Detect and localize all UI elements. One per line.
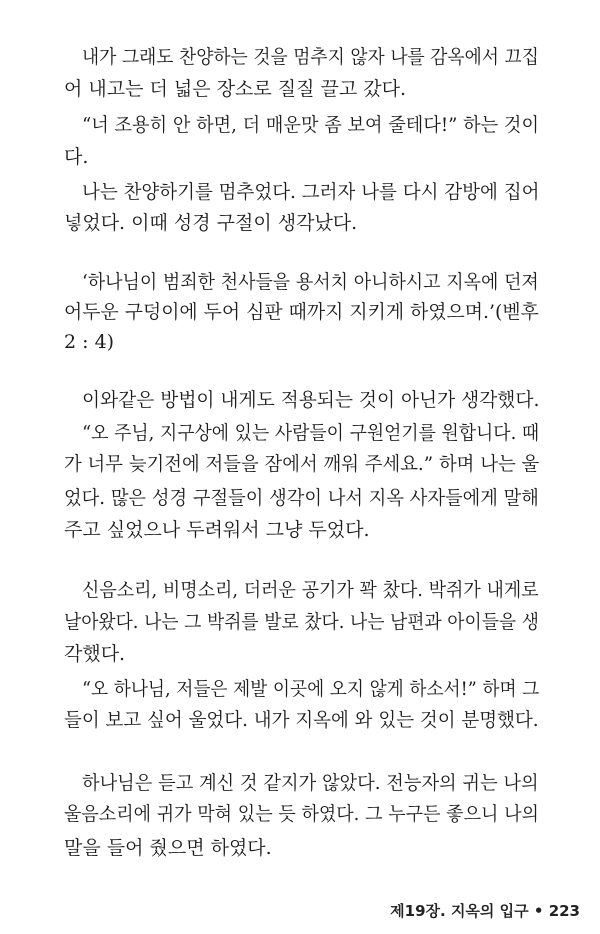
text-line: “오 주님, 지구상에 있는 사람들이 구원얻기를 원합니다. 때 — [82, 422, 540, 444]
page-number: 223 — [548, 902, 580, 920]
text-line: 주고 싶었으나 두려워서 그냥 두었다. — [64, 519, 370, 541]
text-line: 날아왔다. 나는 그 박쥐를 발로 찼다. 나는 남편과 아이들을 생 — [64, 611, 539, 633]
text-line: 나는 찬양하기를 멈추었다. 그러자 나를 다시 감방에 집어 — [82, 181, 540, 203]
text-line: 이와같은 방법이 내게도 적용되는 것이 아닌가 생각했다. — [82, 389, 540, 411]
text-line: 내가 그래도 찬양하는 것을 멈추지 않자 나를 감옥에서 끄집 — [82, 46, 539, 68]
text-line: 었다. 많은 성경 구절들이 생각이 나서 지옥 사자들에게 말해 — [64, 487, 539, 509]
text-line: “오 하나님, 저들은 제발 이곳에 오지 않게 하소서!” 하며 그 — [82, 678, 540, 700]
text-line: 각했다. — [64, 643, 126, 665]
text-line: 들이 보고 싶어 울었다. 내가 지옥에 와 있는 것이 분명했다. — [64, 709, 539, 731]
text-line: 2 : 4) — [64, 331, 115, 353]
text-line: 울음소리에 귀가 막혀 있는 듯 하였다. 그 누구든 좋으니 나의 — [64, 803, 539, 825]
text-line: 신음소리, 비명소리, 더러운 공기가 꽉 찼다. 박쥐가 내게로 — [82, 579, 539, 601]
text-line: 가 너무 늦기전에 저들을 잠에서 깨워 주세요.” 하며 나는 울 — [64, 453, 540, 475]
text-line: ‘하나님이 범죄한 천사들을 용서치 아니하시고 지옥에 던져 — [82, 271, 539, 293]
chapter-title: 제19장. 지옥의 입구 — [390, 902, 529, 920]
text-line: 다. — [64, 146, 89, 168]
text-line: “너 조용히 안 하면, 더 매운맛 좀 보여 줄테다!” 하는 것이 — [82, 114, 539, 136]
text-line: 어 내고는 더 넓은 장소로 질질 끌고 갔다. — [64, 78, 406, 100]
footer-separator: • — [533, 902, 544, 920]
text-line: 넣었다. 이때 성경 구절이 생각났다. — [64, 212, 358, 234]
text-line: 어두운 구덩이에 두어 심판 때까지 지키게 하였으며.’(벧후 — [64, 301, 539, 323]
text-line: 말을 들어 줬으면 하였다. — [64, 837, 272, 859]
page-footer — [390, 900, 580, 921]
text-line: 하나님은 듣고 계신 것 같지가 않았다. 전능자의 귀는 나의 — [82, 772, 539, 794]
